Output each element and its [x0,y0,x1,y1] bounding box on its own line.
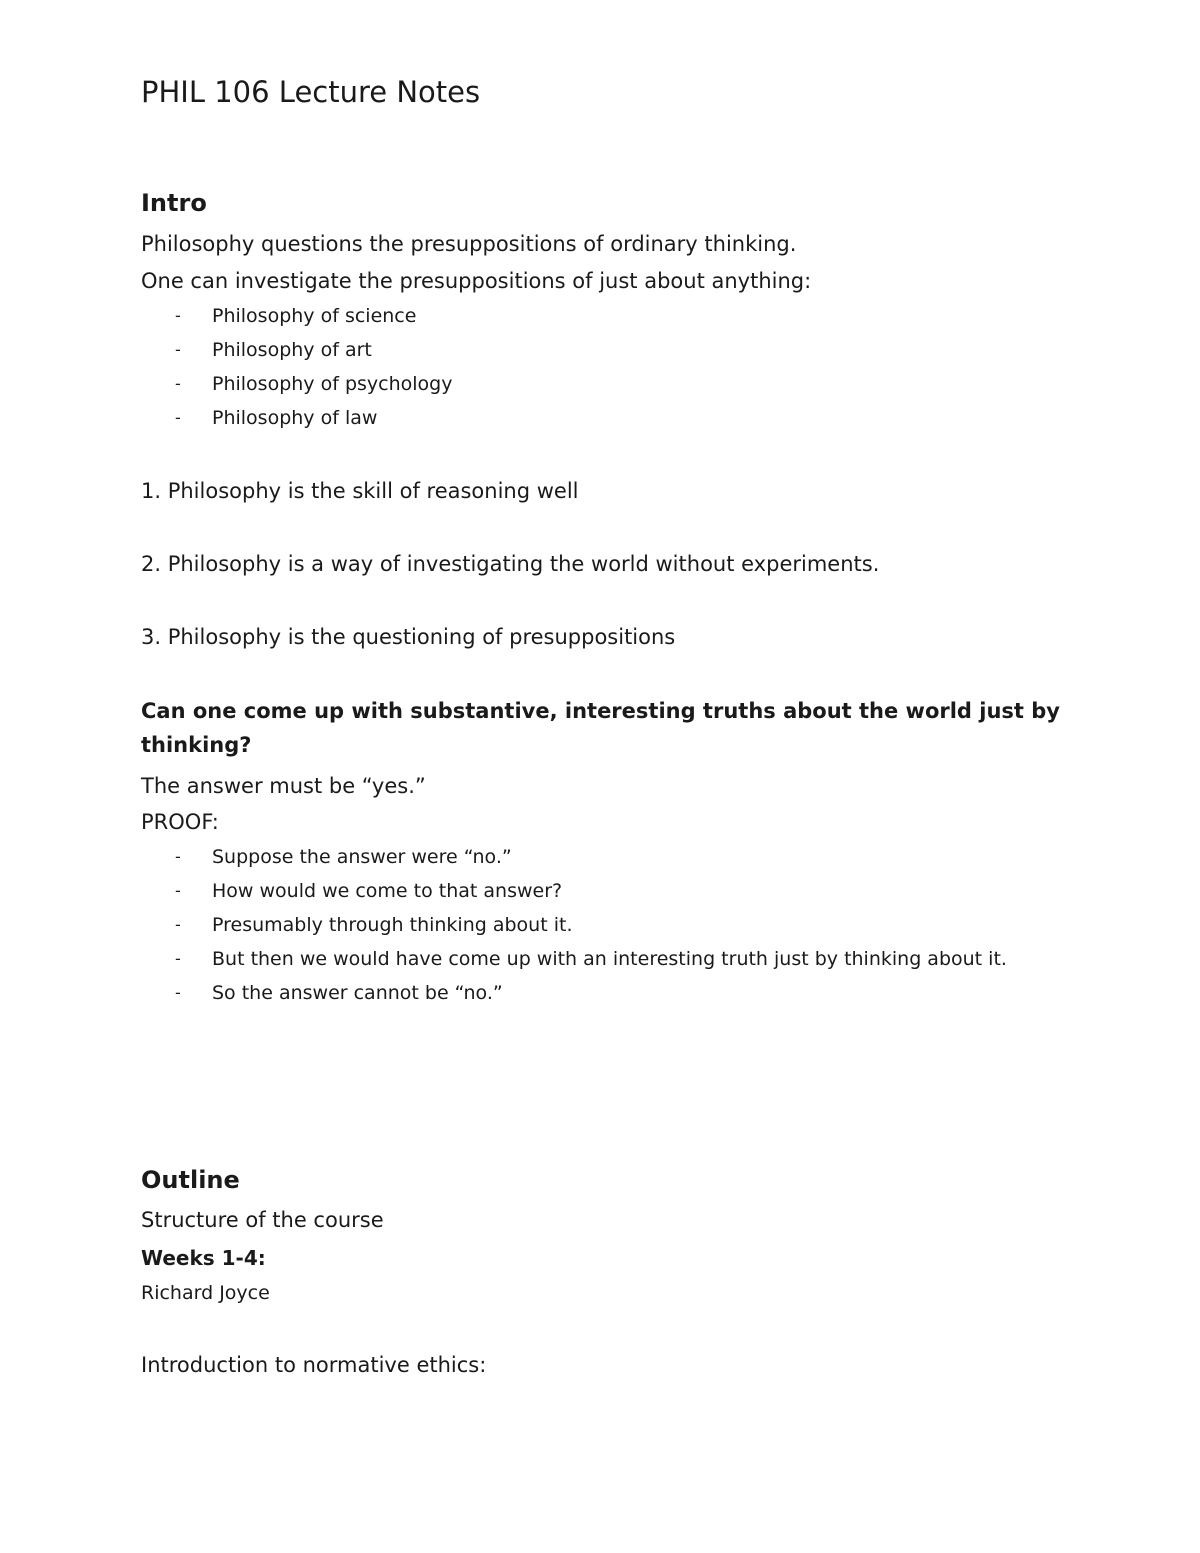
bullet-marker: - [175,949,181,968]
bullet-text: Philosophy of art [212,339,372,361]
outline-line-2: Introduction to normative ethics: [141,1353,487,1377]
document-title: PHIL 106 Lecture Notes [141,75,481,109]
bullet-text: Philosophy of psychology [212,373,453,395]
lecturer-name: Richard Joyce [141,1282,270,1304]
bullet-text: Presumably through thinking about it. [212,914,573,936]
numbered-point-1: 1. Philosophy is the skill of reasoning well [141,479,579,503]
bullet-text: Suppose the answer were “no.” [212,846,512,868]
weeks-label: Weeks 1-4: [141,1246,266,1270]
bullet-text: How would we come to that answer? [212,880,563,902]
outline-heading: Outline [141,1166,240,1194]
question-heading: Can one come up with substantive, interesting truths about the world just by thinking? [141,699,1060,757]
proof-label: PROOF: [141,810,219,834]
answer-line: The answer must be “yes.” [141,774,426,798]
numbered-point-2: 2. Philosophy is a way of investigating the world without experiments. [141,552,880,576]
bullet-marker: - [175,915,181,934]
bullet-marker: - [175,408,181,427]
bullet-text: Philosophy of law [212,407,378,429]
bullet-marker: - [175,847,181,866]
intro-heading: Intro [141,189,207,217]
bullet-text: But then we would have come up with an interesting truth just by thinking about it. [212,948,1007,970]
bullet-marker: - [175,306,181,325]
bullet-text: So the answer cannot be “no.” [212,982,503,1004]
numbered-point-3: 3. Philosophy is the questioning of presuppositions [141,625,676,649]
bullet-marker: - [175,983,181,1002]
intro-line-1: Philosophy questions the presuppositions of ordinary thinking. [141,232,797,256]
intro-line-2: One can investigate the presuppositions of just about anything: [141,269,812,293]
bullet-marker: - [175,374,181,393]
bullet-text: Philosophy of science [212,305,417,327]
outline-line-1: Structure of the course [141,1208,384,1232]
bullet-marker: - [175,340,181,359]
bullet-marker: - [175,881,181,900]
